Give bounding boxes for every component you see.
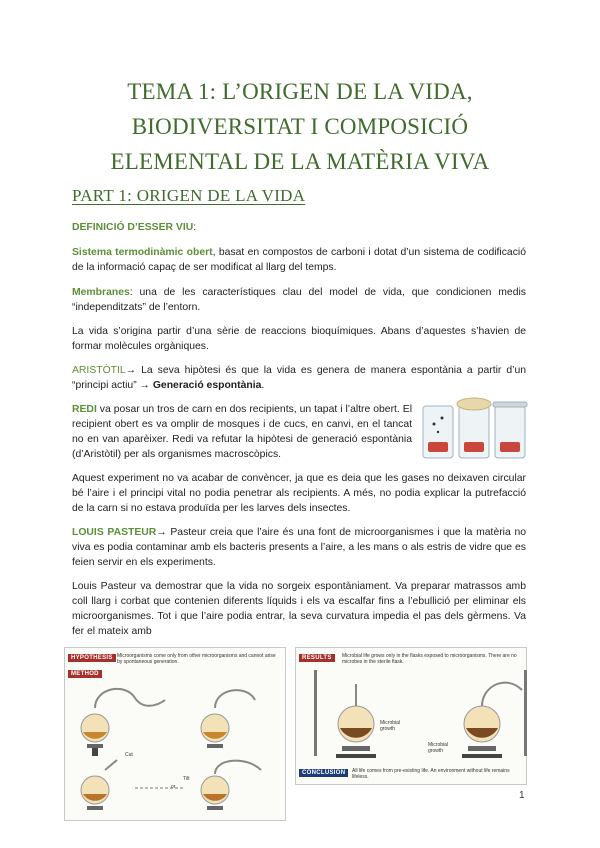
sistema-text: , basat en compostos de carboni i dotat d’un sistema de codificació de la informació capaç de ser modificat al llarg del temps. — [72, 247, 526, 273]
aristotil-bold: Generació espontània — [152, 380, 262, 391]
aristotil-name: ARISTÒTIL — [72, 365, 126, 376]
experiment-paragraph: Aquest experiment no va acabar de convèncer, ja que es deia que les gases no deixaven circular bé l’aire i el principi vital no podia penetrar als recipients. A més, no podia explicar la putrefacció de la carn si no estava produïda per les larves dels insectes. — [72, 473, 526, 514]
flask-growth-1 — [314, 670, 376, 758]
redi-text: va posar un tros de carn en dos recipients, un tapat i l’altre obert. El recipient obert es va omplir de mosques i de cucs, en canvi, en el tancat no en van aparèixer. Redi va refutar la hipòtesi de generació espontània (d’Aristòtil) per als organismes macroscòpics. — [72, 404, 412, 460]
flask-heating-1 — [81, 689, 165, 756]
swan-neck-flasks-illustration — [65, 678, 287, 818]
label-or: or — [171, 784, 176, 790]
hypothesis-text: Microorganisms come only from other microorganisms and cannot arise by spontaneous generation. — [117, 653, 276, 665]
method-tag: METHOD — [68, 670, 102, 678]
aristotil-paragraph — [72, 363, 526, 393]
sistema-paragraph — [72, 245, 526, 275]
results-tag: RESULTS — [299, 654, 335, 662]
pasteur-method-paragraph: Louis Pasteur va demostrar que la vida no sorgeix espontàniament. Va preparar matrassos amb coll llarg i corbat que contenien diferents líquids i els va escalfar fins a l’ebullició per eliminar els microorganismes. Tot i que l’aire podia entrar, la seva curvatura impedia el pas dels gèrmens. Va fer el mateix amb — [72, 581, 526, 637]
title-line-3: ELEMENTAL DE LA MATÈRIA VIVA — [110, 149, 490, 174]
part-heading: PART 1: ORIGEN DE LA VIDA — [72, 186, 306, 205]
flask-growth-2 — [462, 670, 527, 758]
hypothesis-tag: HYPOTHESIS — [68, 654, 116, 662]
flask-cut-neck — [81, 760, 117, 810]
membranes-paragraph — [72, 285, 526, 315]
label-cut: Cut — [125, 752, 133, 758]
pasteur-method-figure — [64, 647, 286, 821]
pasteur-text: → Pasteur creia que l’aire és una font de microorganismes i que la matèria no viva es podia contaminar amb els bacteris presents a l’aire, a les mans o als estris de vidre que es feien servir en els experiments. — [72, 527, 526, 568]
pasteur-results-figure — [295, 647, 527, 785]
pasteur-paragraph — [72, 525, 526, 570]
label-growth-1: Microbial growth — [380, 720, 401, 732]
page-title — [40, 74, 560, 179]
title-line-2: BIODIVERSITAT I COMPOSICIÓ — [131, 114, 469, 139]
pasteur-name: LOUIS PASTEUR — [72, 527, 157, 538]
aristotil-text: → La seva hipòtesi és que la vida es genera de manera espontània a partir d’un “principi actiu” → — [72, 365, 526, 391]
redi-paragraph — [72, 402, 412, 462]
flask-cooling-1 — [201, 690, 255, 748]
definition-heading-text: DEFINICIÓ D’ESSER VIU — [72, 222, 194, 233]
results-text: Microbial life grows only in the flasks exposed to microorganisms. There are no microbes in the sterile flask. — [342, 653, 517, 665]
membranes-text: : una de les característiques clau del model de vida, que condicionen medis “independitzats” de l’entorn. — [72, 287, 526, 313]
origin-paragraph: La vida s’origina partir d’una sèrie de reaccions bioquímiques. Abans d’aquestes s’havien de formar molècules orgàniques. — [72, 326, 526, 352]
jar-gauze-image — [457, 398, 491, 458]
redi-name: REDI — [72, 404, 97, 415]
results-flasks-illustration — [296, 666, 528, 766]
label-growth-2: Microbial growth — [428, 742, 449, 754]
title-line-1: TEMA 1: L’ORIGEN DE LA VIDA, — [127, 79, 473, 104]
jar-open-image — [423, 406, 453, 458]
sistema-term: Sistema termodinàmic obert — [72, 247, 213, 258]
redi-jars-illustration — [420, 392, 528, 462]
page-number: 1 — [519, 790, 525, 801]
aristotil-end: . — [261, 380, 265, 391]
definition-colon: : — [193, 222, 197, 233]
flask-tilted — [201, 761, 261, 810]
conclusion-text: All life comes from pre-existing life. An environment without life remains lifeless. — [352, 768, 510, 780]
jar-closed-image — [493, 402, 527, 458]
membranes-term: Membranes — [72, 287, 130, 298]
label-tilt: Tilt — [183, 776, 190, 782]
conclusion-tag: CONCLUSION — [299, 769, 348, 777]
definition-heading — [72, 222, 196, 233]
